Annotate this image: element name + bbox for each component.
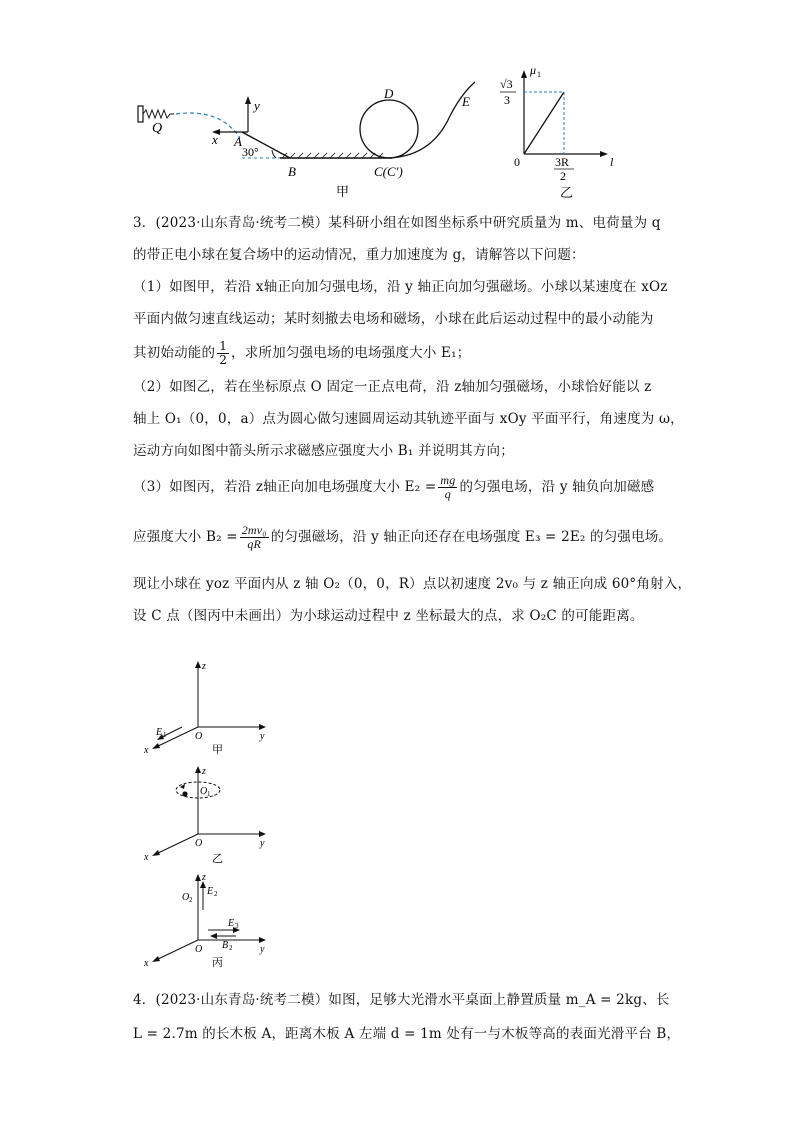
svg-text:3: 3 [504,93,510,107]
svg-text:y: y [260,944,265,955]
x-axis [156,834,198,854]
svg-text:x: x [144,852,149,863]
svg-text:Q: Q [152,121,163,136]
svg-text:x: x [144,958,149,969]
fraction-one-half: $\frac{1}{2}$ [219,339,228,367]
ball [182,791,187,796]
svg-text:l: l [610,155,614,169]
svg-text:E: E [228,918,235,929]
spring-wall [138,106,143,122]
loop-circle [360,100,418,158]
svg-text:2: 2 [560,169,566,183]
svg-text:3: 3 [235,922,239,930]
svg-text:O: O [195,838,203,849]
svg-text:μ: μ [530,63,537,77]
mu-line [524,92,564,154]
svg-text:z: z [202,766,206,777]
svg-text:0: 0 [514,155,520,169]
fraction-2mv0-over-qR: $\frac{\text{2mv₀}}{qR}$ [241,523,267,551]
figure-3d-jia [140,655,280,755]
trajectory-dashed [176,113,240,138]
q3-p2-line1: （2）如图乙，若在坐标原点 O 固定一正点电荷，沿 z轴加匀强磁场，小球恰好能以 z [133,379,652,395]
q3-line2: 的带正电小球在复合场中的运动情况，重力加速度为 g，请解答以下问题： [133,247,585,263]
svg-text:E: E [207,886,214,897]
figure-3d-bing [140,870,280,970]
q4-line2: L = 2.7m 的长木板 A，距离木板 A 左端 d = 1m 处有一与木板等高的表面光滑平台 B， [133,1026,681,1042]
figure-3d-yi [140,760,280,868]
svg-text:D: D [384,86,394,101]
svg-text:2: 2 [189,896,193,904]
svg-text:y: y [260,731,265,742]
svg-text:x: x [212,132,218,147]
svg-text:y: y [254,98,260,113]
figure-jia-top [130,80,490,200]
x-axis [156,940,198,960]
svg-text:O: O [200,786,208,797]
q3-p2-line3: 运动方向如图中箭头所示求磁感应强度大小 B₁ 并说明其方向； [133,443,514,459]
q3-p3-line4: 设 C 点（图丙中未画出）为小球运动过程中 z 坐标最大的点，求 O₂C 的可能距离。 [133,608,644,624]
svg-text:E: E [156,727,163,738]
q3-line1: 3．(2023·山东青岛·统考二模）某科研小组在如图坐标系中研究质量为 m、电荷量为 q [133,215,661,231]
q3-p1-line1: （1）如图甲，若沿 x轴正向加匀强电场，沿 y 轴正向加匀强磁场。小球以某速度在 xOz [133,279,668,295]
q3-p1-line3: 其初始动能的 $\frac{1}{2}$ ，求所加匀强电场的电场强度大小 E₁； [133,339,471,367]
svg-text:z: z [202,872,206,883]
svg-text:E: E [462,94,470,109]
svg-text:O: O [182,892,190,903]
q3-p3-line1: （3）如图丙，若沿 z轴正向加电场强度大小 E₂ = $\frac{mg}{q}$ 的匀强电场，沿 y 轴负向加磁感 [133,473,655,501]
q3-p3-line3: 现让小球在 yoz 平面内从 z 轴 O₂（0，0，R）点以初速度 2v₀ 与 z 轴正向成 60°角射入， [133,576,692,592]
svg-text:乙: 乙 [560,185,574,200]
svg-text:z: z [202,661,206,672]
svg-text:A: A [234,134,242,149]
svg-text:甲: 甲 [336,184,350,199]
figure-yi-top [494,60,624,200]
svg-text:3R: 3R [555,155,570,169]
svg-text:乙: 乙 [212,853,223,865]
svg-text:y: y [260,838,265,849]
spring [143,110,174,118]
svg-text:甲: 甲 [212,744,223,755]
q3-p1-line2: 平面内做匀速直线运动；某时刻撤去电场和磁场，小球在此后运动过程中的最小动能为 [133,311,654,327]
fraction-mg-over-q: $\frac{mg}{q}$ [440,473,456,501]
svg-text:1: 1 [537,70,541,79]
svg-text:O: O [195,731,203,742]
svg-text:B: B [288,164,296,179]
svg-text:丙: 丙 [212,957,223,969]
svg-text:B: B [222,940,229,951]
svg-text:O: O [195,944,203,955]
svg-text:2: 2 [229,944,233,952]
q3-p3-line2: 应强度大小 B₂ = $\frac{\text{2mv₀}}{qR}$ 的匀强磁场，沿 y 轴正向还存在电场强度 E₃ = 2E₂ 的匀强电场。 [133,523,673,551]
svg-text:30°: 30° [242,145,259,159]
svg-text:√3: √3 [500,77,513,91]
svg-text:C(C′): C(C′) [374,164,403,179]
svg-text:1: 1 [163,731,167,739]
svg-text:2: 2 [214,890,218,898]
svg-text:x: x [144,745,149,755]
q4-line1: 4．(2023·山东青岛·统考二模）如图，足够大光滑水平桌面上静置质量 m_A = 2kg、长 [133,992,670,1008]
svg-text:1: 1 [207,790,211,798]
q3-p2-line2: 轴上 O₁（0，0，a）点为圆心做匀速圆周运动其轨迹平面与 xOy 平面平行，角速度为 ω， [133,411,684,427]
